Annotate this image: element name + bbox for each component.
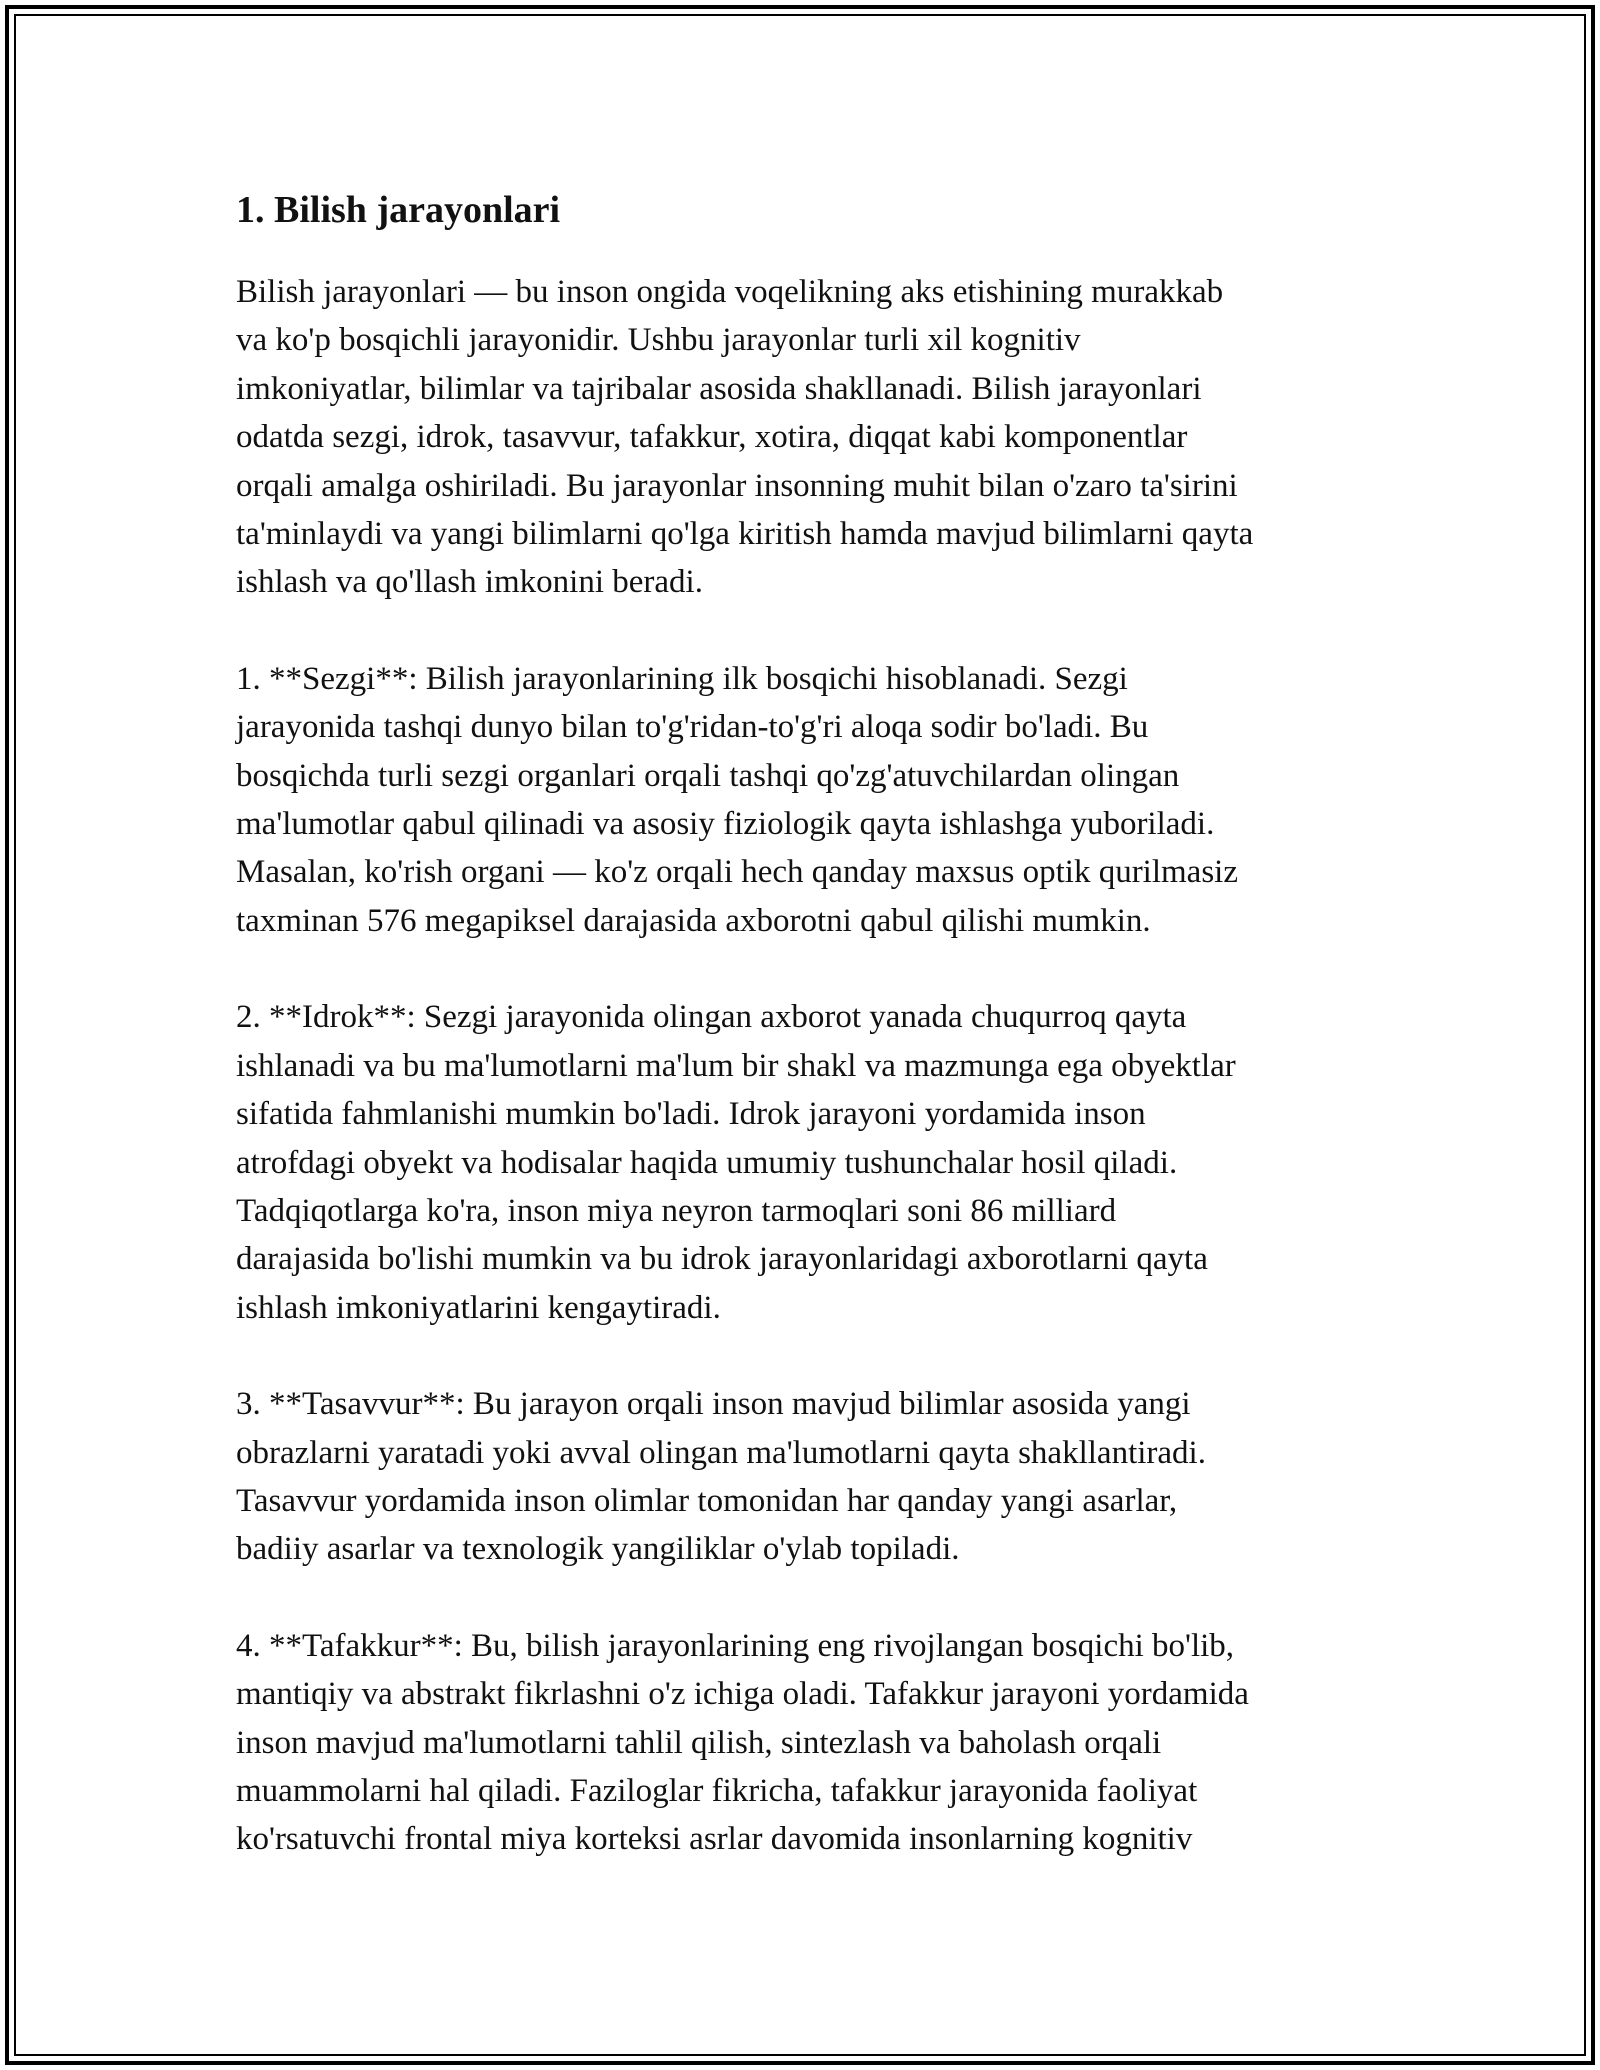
- idrok-paragraph: 2. **Idrok**: Sezgi jarayonida olingan axborot yanada chuqurroq qayta ishlanadi va bu ma'lumotlarni ma'lum bir shakl va mazmunga ega obyektlar sifatida fahmlanishi mumkin bo'ladi. Idrok jarayoni yordamida inson atrofdagi obyekt va hodisalar haqida umumiy tushunchalar hosil qiladi. Tadqiqotlarga ko'ra, inson miya neyron tarmoqlari soni 86 milliard darajasida bo'lishi mumkin va bu idrok jarayonlaridagi axborotlarni qayta ishlash imkoniyatlarini kengaytiradi.: [236, 999, 1236, 1326]
- section-heading: 1. Bilish jarayonlari: [236, 189, 561, 231]
- intro-paragraph: Bilish jarayonlari — bu inson ongida voqelikning aks etishining murakkab va ko'p bosqichli jarayonidir. Ushbu jarayonlar turli xil kognitiv imkoniyatlar, bilimlar va tajribalar asosida shakllanadi. Bilish jarayonlari odatda sezgi, idrok, tasavvur, tafakkur, xotira, diqqat kabi komponentlar orqali amalga oshiriladi. Bu jarayonlar insonning muhit bilan o'zaro ta'sirini ta'minlaydi va yangi bilimlarni qo'lga kiritish hamda mavjud bilimlarni qayta ishlash va qo'llash imkonini beradi.: [236, 274, 1254, 601]
- tafakkur-paragraph: 4. **Tafakkur**: Bu, bilish jarayonlarining eng rivojlangan bosqichi bo'lib, mantiqiy va abstrakt fikrlashni o'z ichiga oladi. Tafakkur jarayoni yordamida inson mavjud ma'lumotlarni tahlil qilish, sintezlash va baholash orqali muammolarni hal qiladi. Faziloglar fikricha, tafakkur jarayonida faoliyat ko'rsatuvchi frontal miya korteksi asrlar davomida insonlarning kognitiv: [236, 1627, 1249, 1858]
- document-body: [236, 186, 1376, 1912]
- sezgi-paragraph: 1. **Sezgi**: Bilish jarayonlarining ilk bosqichi hisoblanadi. Sezgi jarayonida tashqi dunyo bilan to'g'ridan-to'g'ri aloqa sodir bo'ladi. Bu bosqichda turli sezgi organlari orqali tashqi qo'zg'atuvchilardan olingan ma'lumotlar qabul qilinadi va asosiy fiziologik qayta ishlashga yuboriladi. Masalan, ko'rish organi — ko'z orqali hech qanday maxsus optik qurilmasiz taxminan 576 megapiksel darajasida axborotni qabul qilishi mumkin.: [236, 660, 1238, 939]
- tasavvur-paragraph: 3. **Tasavvur**: Bu jarayon orqali inson mavjud bilimlar asosida yangi obrazlarni yaratadi yoki avval olingan ma'lumotlarni qayta shakllantiradi. Tasavvur yordamida inson olimlar tomonidan har qanday yangi asarlar, badiiy asarlar va texnologik yangiliklar o'ylab topiladi.: [236, 1386, 1206, 1568]
